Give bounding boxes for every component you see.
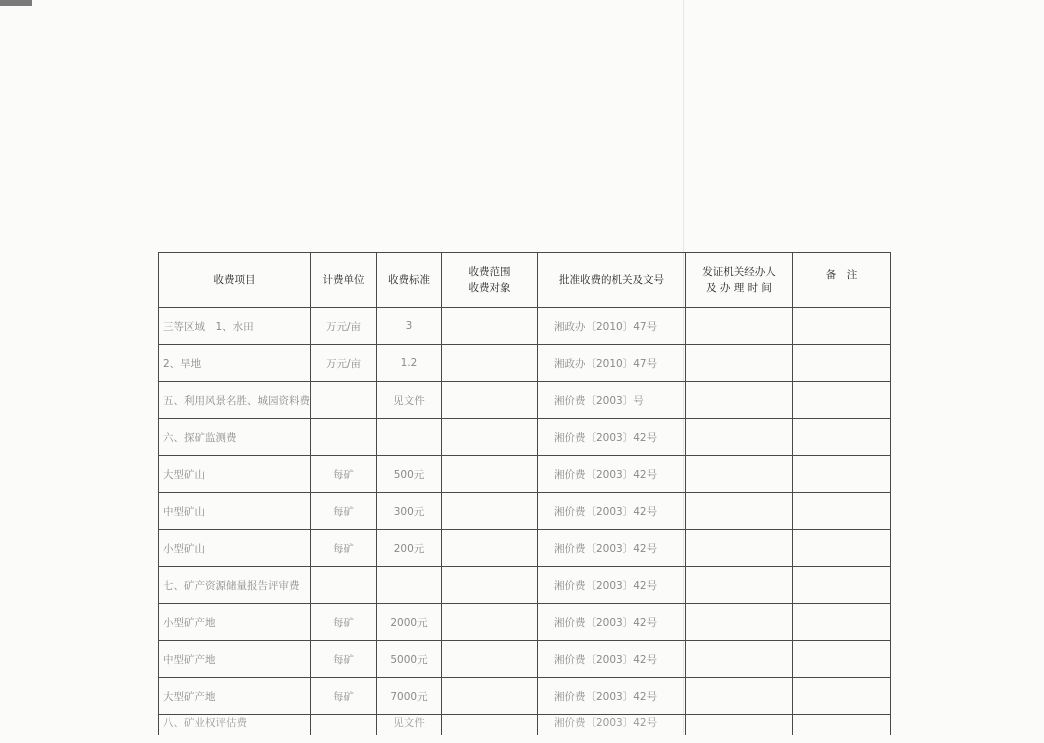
table-row [159, 456, 891, 493]
cell-remarks [793, 419, 891, 456]
header-standard: 收费标准 [377, 253, 442, 308]
cell-approval: 湘价费〔2003〕42号 [538, 456, 686, 493]
cell-remarks [793, 715, 891, 736]
cell-unit [311, 382, 377, 419]
cell-unit: 每矿 [311, 678, 377, 715]
cell-unit [311, 567, 377, 604]
cell-issuer [686, 567, 793, 604]
header-issuer-line2: 及 办 理 时 间 [706, 282, 772, 294]
cell-standard [377, 567, 442, 604]
cell-approval: 湘政办〔2010〕47号 [538, 345, 686, 382]
cell-scope [442, 530, 538, 567]
cell-remarks [793, 678, 891, 715]
cell-approval: 湘价费〔2003〕42号 [538, 678, 686, 715]
cell-approval: 湘价费〔2003〕42号 [538, 530, 686, 567]
cell-standard: 见文件 [377, 715, 442, 736]
cell-unit: 万元/亩 [311, 308, 377, 345]
cell-standard: 2000元 [377, 604, 442, 641]
cell-remarks [793, 493, 891, 530]
cell-scope [442, 715, 538, 736]
cell-issuer [686, 456, 793, 493]
cell-standard: 1.2 [377, 345, 442, 382]
cell-unit: 每矿 [311, 493, 377, 530]
cell-item: 七、矿产资源储量报告评审费 [159, 567, 311, 604]
cell-approval: 湘政办〔2010〕47号 [538, 308, 686, 345]
cell-issuer [686, 678, 793, 715]
table-row [159, 604, 891, 641]
cell-remarks [793, 641, 891, 678]
cell-remarks [793, 345, 891, 382]
cell-unit: 万元/亩 [311, 345, 377, 382]
cell-item: 六、探矿监测费 [159, 419, 311, 456]
table-row [159, 567, 891, 604]
cell-scope [442, 678, 538, 715]
scan-edge-mark [0, 0, 32, 6]
cell-standard: 200元 [377, 530, 442, 567]
cell-remarks [793, 604, 891, 641]
cell-issuer [686, 641, 793, 678]
cell-remarks [793, 456, 891, 493]
cell-remarks [793, 382, 891, 419]
table-row [159, 715, 891, 736]
cell-item: 三等区域 1、水田 [159, 308, 311, 345]
cell-item: 中型矿产地 [159, 641, 311, 678]
cell-remarks [793, 567, 891, 604]
table-row [159, 641, 891, 678]
cell-scope [442, 308, 538, 345]
table-row [159, 382, 891, 419]
table-row [159, 308, 891, 345]
cell-item: 大型矿山 [159, 456, 311, 493]
cell-remarks [793, 308, 891, 345]
cell-standard: 5000元 [377, 641, 442, 678]
fee-table [158, 252, 891, 736]
cell-approval: 湘价费〔2003〕42号 [538, 567, 686, 604]
cell-scope [442, 567, 538, 604]
cell-issuer [686, 419, 793, 456]
header-scope-line2: 收费对象 [468, 282, 511, 294]
cell-item: 大型矿产地 [159, 678, 311, 715]
cell-unit: 每矿 [311, 641, 377, 678]
cell-item: 小型矿山 [159, 530, 311, 567]
cell-scope [442, 604, 538, 641]
cell-remarks [793, 530, 891, 567]
cell-approval: 湘价费〔2003〕号 [538, 382, 686, 419]
cell-scope [442, 382, 538, 419]
cell-unit: 每矿 [311, 604, 377, 641]
cell-item: 小型矿产地 [159, 604, 311, 641]
header-approval: 批准收费的机关及文号 [538, 253, 686, 308]
cell-issuer [686, 604, 793, 641]
table-row [159, 419, 891, 456]
cell-standard: 300元 [377, 493, 442, 530]
table-row [159, 530, 891, 567]
cell-item: 中型矿山 [159, 493, 311, 530]
cell-issuer [686, 308, 793, 345]
cell-approval: 湘价费〔2003〕42号 [538, 641, 686, 678]
cell-issuer [686, 715, 793, 736]
cell-standard: 3 [377, 308, 442, 345]
table-row [159, 678, 891, 715]
header-scope [442, 253, 538, 308]
header-issuer [686, 253, 793, 308]
cell-unit [311, 715, 377, 736]
cell-standard: 7000元 [377, 678, 442, 715]
cell-unit: 每矿 [311, 530, 377, 567]
cell-approval: 湘价费〔2003〕42号 [538, 715, 686, 736]
header-row [159, 253, 891, 308]
cell-unit: 每矿 [311, 456, 377, 493]
cell-standard: 见文件 [377, 382, 442, 419]
cell-item: 五、利用风景名胜、城园资料费 [159, 382, 311, 419]
cell-issuer [686, 530, 793, 567]
cell-issuer [686, 382, 793, 419]
cell-approval: 湘价费〔2003〕42号 [538, 419, 686, 456]
cell-scope [442, 493, 538, 530]
cell-standard [377, 419, 442, 456]
cell-scope [442, 419, 538, 456]
cell-scope [442, 641, 538, 678]
cell-issuer [686, 345, 793, 382]
table-row [159, 493, 891, 530]
page-bottom-edge [0, 735, 1044, 743]
header-scope-line1: 收费范围 [468, 266, 511, 278]
header-item: 收费项目 [159, 253, 311, 308]
cell-item: 2、旱地 [159, 345, 311, 382]
cell-unit [311, 419, 377, 456]
header-remarks: 备 注 [793, 253, 891, 308]
header-issuer-line1: 发证机关经办人 [702, 266, 776, 278]
cell-standard: 500元 [377, 456, 442, 493]
cell-approval: 湘价费〔2003〕42号 [538, 604, 686, 641]
cell-scope [442, 345, 538, 382]
cell-scope [442, 456, 538, 493]
cell-item: 八、矿业权评估费 [159, 715, 311, 736]
table-row [159, 345, 891, 382]
cell-approval: 湘价费〔2003〕42号 [538, 493, 686, 530]
cell-issuer [686, 493, 793, 530]
header-unit: 计费单位 [311, 253, 377, 308]
